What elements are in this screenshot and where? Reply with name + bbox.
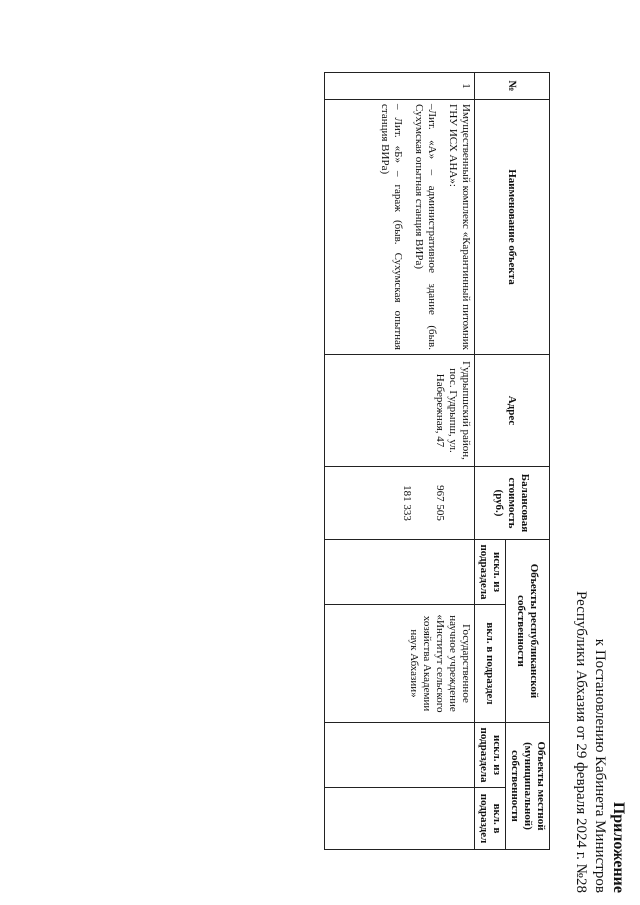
item-b: – Лит. «Б» – гараж (быв. Сухумская опытная станция ВИРа) [379, 104, 404, 350]
col-address-header: Адрес [475, 355, 550, 467]
row-loc-excl [325, 723, 475, 788]
row-address: Гудрыпшский район, пос. Гудрыпш, ул. Набережная, 47 [325, 355, 475, 467]
appendix-title: Приложение [610, 801, 627, 893]
col-local-header: Объекты местной (муниципальной) собственности [506, 723, 550, 850]
row-loc-incl [325, 788, 475, 850]
row-rep-excl [325, 540, 475, 605]
row-value [325, 467, 475, 540]
complex-title: Имущественный комплекс «Карантинный питомник ГНУ ИСХ АНА»: [447, 104, 472, 350]
col-num-header: № [475, 73, 550, 100]
property-table [324, 72, 550, 850]
value-b: 181 333 [401, 485, 413, 521]
col-loc-excl-header: искл. из подраздела [475, 723, 506, 788]
value-a: 967 505 [434, 485, 446, 521]
item-a: –Лит. «А» – административное здание (быв. Сухумская опытная станция ВИРа) [413, 104, 438, 350]
header-line-1: к Постановлению Кабинета Министров [592, 638, 608, 893]
col-loc-incl-header: вкл. в подраздел [475, 788, 506, 850]
table-row [325, 73, 475, 850]
header-line-2: Республики Абхазия от 29 февраля 2024 г. №28 [573, 591, 589, 893]
row-object-name [325, 100, 475, 355]
col-republican-header: Объекты республиканской собственности [506, 540, 550, 723]
col-value-header: Балансовая стоимость (руб.) [475, 467, 550, 540]
row-num: 1 [325, 73, 475, 100]
col-rep-incl-header: вкл. в подраздел [475, 605, 506, 723]
col-name-header: Наименование объекта [475, 100, 550, 355]
col-rep-excl-header: искл. из подраздела [475, 540, 506, 605]
row-rep-incl: Государственное научное учреждение «Институт сельского хозяйства Академии наук Абхазии» [325, 605, 475, 723]
